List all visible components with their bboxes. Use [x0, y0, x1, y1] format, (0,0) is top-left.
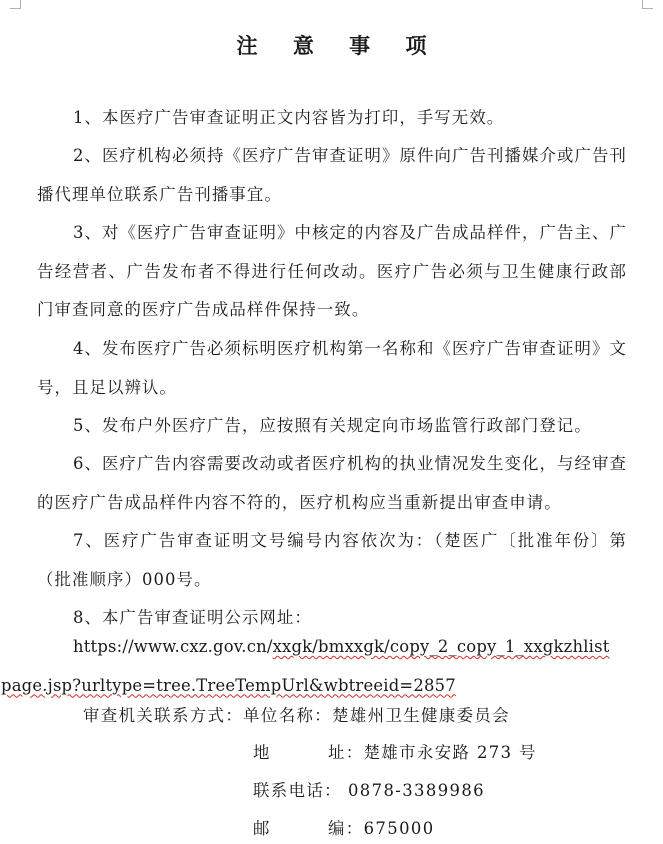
url-part-1: https://www.cxz.gov.cn/	[73, 637, 273, 656]
page-corner-mark-left	[10, 0, 21, 9]
notice-item-1: 1、本医疗广告审查证明正文内容皆为打印，手写无效。	[73, 108, 505, 127]
notice-item-7: 7、医疗广告审查证明文号编号内容依次为：（楚医广〔批准年份〕第（批准顺序）000号。	[37, 531, 627, 589]
page-corner-mark-right	[642, 0, 653, 9]
url-part-2: xxgk/bmxxgk/copy_2_copy_1_xxgkzhlist	[272, 637, 610, 656]
notice-item-5: 5、发布户外医疗广告，应按照有关规定向市场监管行政部门登记。	[73, 416, 592, 435]
postcode-label-1: 邮	[253, 819, 271, 838]
page-title: 注 意 事 项	[236, 33, 441, 58]
contact-unit-row	[83, 705, 510, 727]
notice-item-3: 3、对《医疗广告审查证明》中核定的内容及广告成品样件，广告主、广告经营者、广告发布者不得进行任何改动。医疗广告必须与卫生健康行政部门审查同意的医疗广告成品样件保持一致。	[37, 223, 627, 319]
address-label-1: 地	[253, 743, 271, 762]
postcode-value: 675000	[363, 819, 435, 838]
notice-item-4: 4、发布医疗广告必须标明医疗机构第一名称和《医疗广告审查证明》文号，且足以辨认。	[37, 339, 627, 397]
unit-label: 单位名称：	[243, 706, 333, 725]
notice-item-2: 2、医疗机构必须持《医疗广告审查证明》原件向广告刊播媒介或广告刊播代理单位联系广告刊播事宜。	[37, 146, 627, 204]
notice-item-8: 8、本广告审查证明公示网址：	[73, 608, 312, 627]
contact-address-row	[253, 742, 537, 764]
notice-url[interactable]	[1, 628, 627, 705]
contact-phone-row	[253, 780, 485, 802]
phone-label: 联系电话：	[253, 781, 342, 800]
address-label-2: 址：	[328, 743, 364, 762]
url-part-3: page.jsp?urltype=tree.TreeTempUrl&wbtreeid=2857	[1, 675, 456, 695]
contact-postcode-row	[253, 818, 435, 840]
unit-value: 楚雄州卫生健康委员会	[332, 706, 510, 725]
notice-item-6: 6、医疗广告内容需要改动或者医疗机构的执业情况发生变化，与经审查的医疗广告成品样件内容不符的，医疗机构应当重新提出审查申请。	[37, 454, 627, 512]
postcode-label-2: 编：	[328, 819, 364, 838]
contact-heading: 审查机关联系方式：	[83, 706, 244, 725]
address-value: 楚雄市永安路 273 号	[363, 743, 537, 762]
phone-value: 0878-3389986	[347, 781, 486, 800]
